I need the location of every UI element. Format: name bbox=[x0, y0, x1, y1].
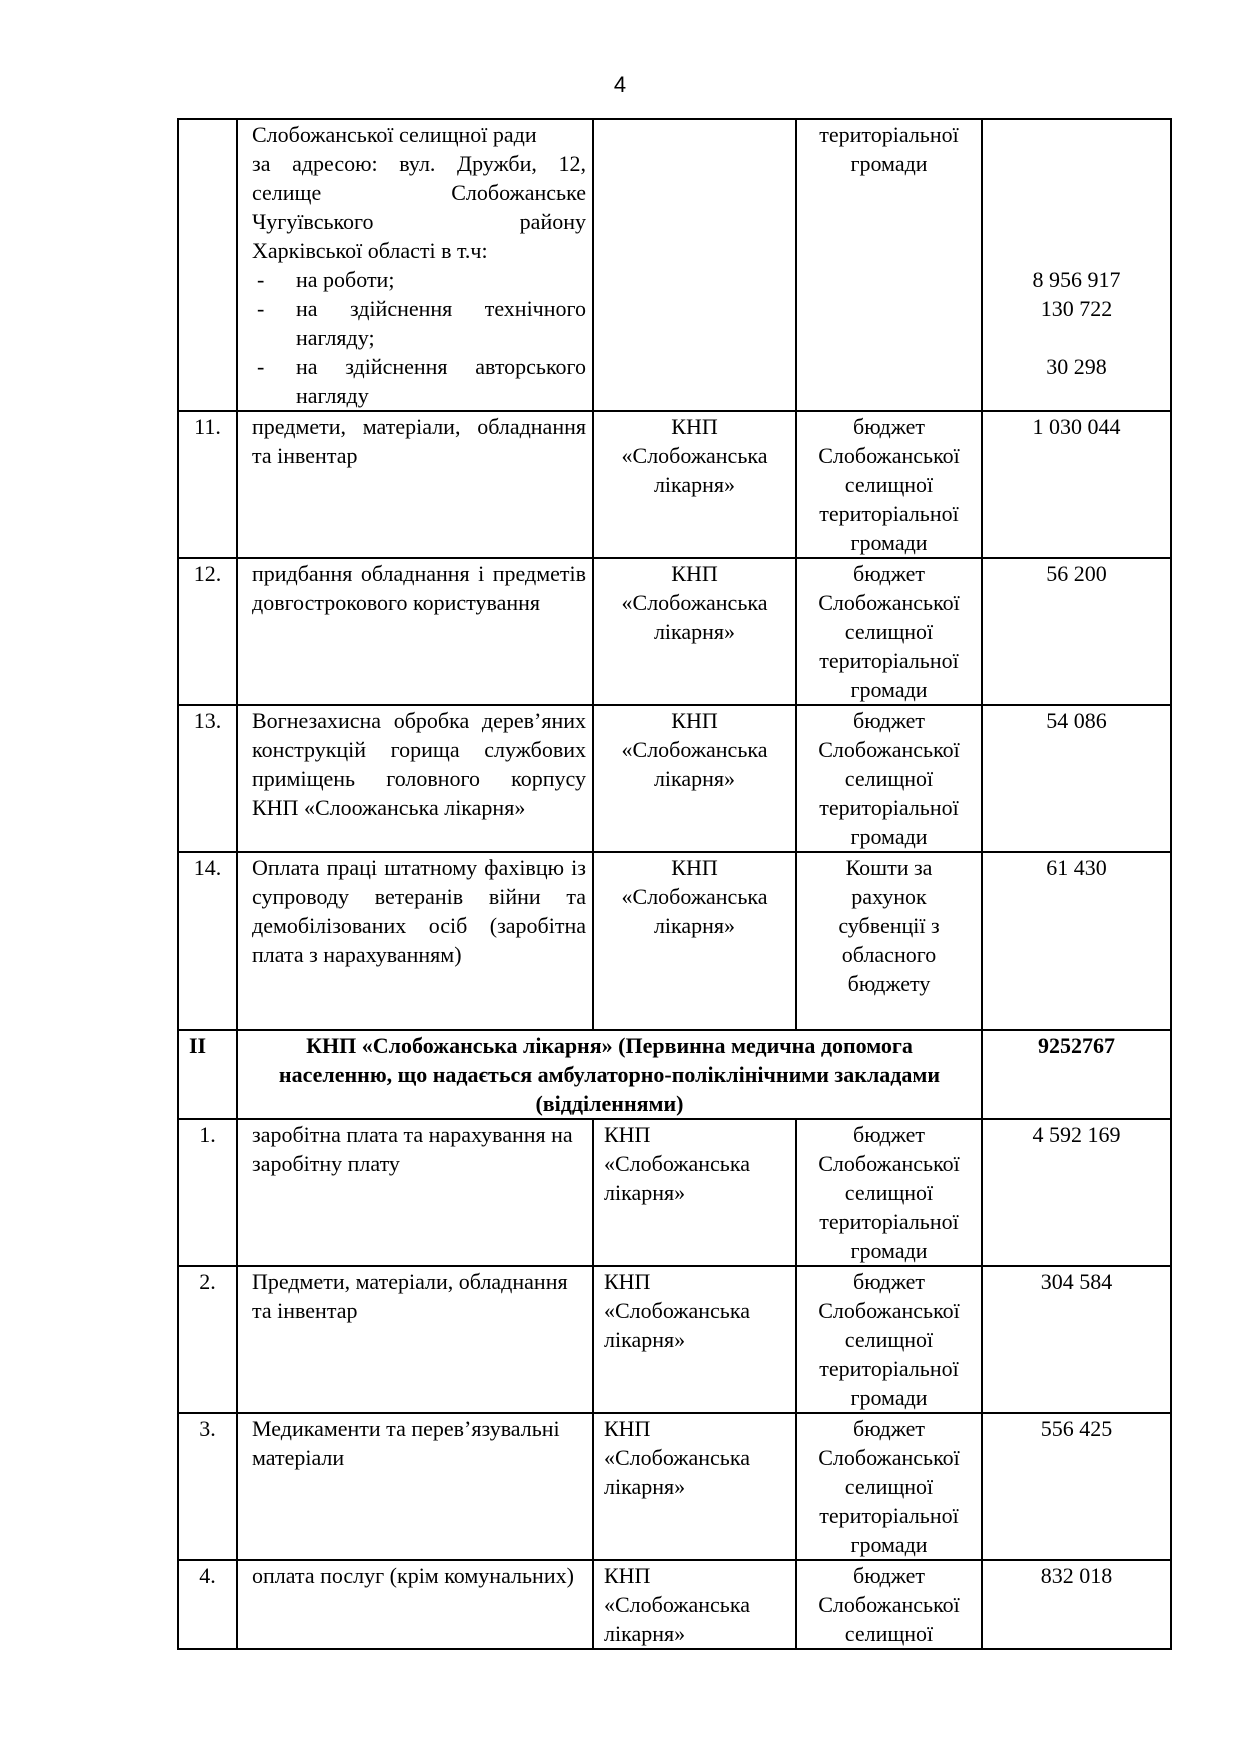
cell-source bbox=[796, 411, 982, 558]
page-number: 4 bbox=[613, 72, 627, 97]
executor-line: лікарня» bbox=[604, 1327, 686, 1352]
cell-source bbox=[796, 119, 982, 411]
cell-description bbox=[237, 119, 593, 411]
cell-executor bbox=[593, 705, 796, 852]
source-line: селищної bbox=[844, 1474, 934, 1499]
source-line: громади bbox=[850, 677, 928, 702]
cell-executor bbox=[593, 1413, 796, 1560]
source-line: бюджет bbox=[853, 414, 925, 439]
cell-description: предмети, матеріали, обладнання та інвентар bbox=[237, 411, 593, 558]
source-line: Кошти за bbox=[845, 855, 933, 880]
source-line: територіальної bbox=[819, 1209, 959, 1234]
cell-source bbox=[796, 1119, 982, 1266]
list-dash: - bbox=[257, 354, 265, 379]
cell-executor bbox=[593, 1266, 796, 1413]
source-line: субвенції з bbox=[838, 913, 940, 938]
cell-amount: 832 018 bbox=[982, 1560, 1171, 1649]
executor-line: «Слобожанська bbox=[621, 884, 768, 909]
source-line: Слобожанської bbox=[818, 1151, 960, 1176]
cell-num bbox=[178, 119, 237, 411]
cell-description: Предмети, матеріали, обладнання та інвентар bbox=[237, 1266, 593, 1413]
executor-line: «Слобожанська bbox=[621, 443, 768, 468]
budget-table bbox=[177, 118, 1172, 1650]
executor-line: КНП bbox=[671, 561, 718, 586]
cell-amount: 4 592 169 bbox=[982, 1119, 1171, 1266]
source-line: селищної bbox=[844, 619, 934, 644]
cell-num: 4. bbox=[178, 1560, 237, 1649]
source-line: Слобожанської bbox=[818, 1298, 960, 1323]
cell-num: 11. bbox=[178, 411, 237, 558]
sub-item bbox=[252, 265, 586, 294]
executor-line: лікарня» bbox=[653, 619, 736, 644]
desc-line: за адресою: вул. Дружби, 12, bbox=[252, 151, 586, 176]
cell-executor bbox=[593, 558, 796, 705]
source-line: бюджет bbox=[853, 1563, 925, 1588]
desc-line: селище Слобожанське bbox=[252, 180, 586, 205]
cell-num: 2. bbox=[178, 1266, 237, 1413]
cell-amount: 61 430 bbox=[982, 852, 1171, 1030]
table-row bbox=[178, 1560, 1171, 1649]
executor-line: лікарня» bbox=[653, 913, 736, 938]
executor-line: лікарня» bbox=[604, 1180, 686, 1205]
cell-executor bbox=[593, 852, 796, 1030]
cell-description: заробітна плата та нарахування на заробітну плату bbox=[237, 1119, 593, 1266]
table-row-continuation bbox=[178, 119, 1171, 411]
cell-executor bbox=[593, 119, 796, 411]
sub-item-list bbox=[252, 265, 586, 410]
source-line: бюджет bbox=[853, 561, 925, 586]
source-line: громади bbox=[850, 1532, 928, 1557]
list-dash: - bbox=[257, 296, 265, 321]
executor-line: лікарня» bbox=[653, 766, 736, 791]
table-row bbox=[178, 705, 1171, 852]
executor-line: КНП bbox=[604, 1563, 651, 1588]
source-line: Слобожанської bbox=[818, 1592, 960, 1617]
sub-item bbox=[252, 294, 586, 352]
cell-amount: 54 086 bbox=[982, 705, 1171, 852]
executor-line: «Слобожанська bbox=[604, 1151, 750, 1176]
source-line: Слобожанської bbox=[818, 443, 960, 468]
cell-amount: 56 200 bbox=[982, 558, 1171, 705]
cell-num: 12. bbox=[178, 558, 237, 705]
executor-line: КНП bbox=[671, 708, 718, 733]
source-line: Слобожанської bbox=[818, 1445, 960, 1470]
cell-description: Оплата праці штатному фахівцю із супроводу ветеранів війни та демобілізованих осіб (заробітна плата з нарахуванням) bbox=[237, 852, 593, 1030]
source-line: рахунок bbox=[851, 884, 927, 909]
source-line: Слобожанської bbox=[818, 590, 960, 615]
sub-item bbox=[252, 352, 586, 410]
source-line: громади bbox=[850, 530, 928, 555]
sub-item-text: на здійснення технічного нагляду; bbox=[296, 296, 586, 350]
desc-line: Чугуївського району bbox=[252, 209, 586, 234]
table-row bbox=[178, 1119, 1171, 1266]
source-line: бюджет bbox=[853, 1416, 925, 1441]
cell-executor bbox=[593, 411, 796, 558]
cell-description: оплата послуг (крім комунальних) bbox=[237, 1560, 593, 1649]
cell-description: Медикаменти та перев’язувальні матеріали bbox=[237, 1413, 593, 1560]
executor-line: КНП bbox=[604, 1416, 651, 1441]
source-line: територіальної bbox=[819, 1503, 959, 1528]
section-number: ІІ bbox=[178, 1030, 237, 1119]
source-line: територіальної bbox=[819, 122, 959, 147]
source-line: селищної bbox=[844, 1180, 934, 1205]
executor-line: КНП bbox=[604, 1269, 651, 1294]
table-row bbox=[178, 411, 1171, 558]
table-row bbox=[178, 558, 1171, 705]
executor-line: «Слобожанська bbox=[604, 1592, 750, 1617]
cell-amount: 1 030 044 bbox=[982, 411, 1171, 558]
executor-line: КНП bbox=[671, 414, 718, 439]
cell-num: 1. bbox=[178, 1119, 237, 1266]
cell-source bbox=[796, 705, 982, 852]
sub-item-text: на роботи; bbox=[296, 267, 395, 292]
executor-line: «Слобожанська bbox=[604, 1298, 750, 1323]
cell-source bbox=[796, 1413, 982, 1560]
amount-tech-supervision: 130 722 bbox=[1040, 296, 1113, 321]
amount-works: 8 956 917 bbox=[1032, 267, 1121, 292]
cell-source bbox=[796, 558, 982, 705]
sub-item-text: на здійснення авторського нагляду bbox=[296, 354, 586, 408]
cell-executor bbox=[593, 1560, 796, 1649]
source-line: Слобожанської bbox=[818, 737, 960, 762]
section-title: КНП «Слобожанська лікарня» (Первинна медична допомога населенню, що надається амбулаторно-поліклінічними закладами (відділеннями) bbox=[237, 1030, 982, 1119]
source-line: громади bbox=[850, 1385, 928, 1410]
executor-line: «Слобожанська bbox=[621, 590, 768, 615]
source-line: селищної bbox=[844, 472, 934, 497]
executor-line: лікарня» bbox=[604, 1474, 686, 1499]
cell-num: 13. bbox=[178, 705, 237, 852]
table-row bbox=[178, 1266, 1171, 1413]
source-line: територіальної bbox=[819, 648, 959, 673]
source-line: селищної bbox=[844, 1621, 934, 1646]
table-row bbox=[178, 1413, 1171, 1560]
desc-line: Слобожанської селищної ради bbox=[252, 122, 537, 147]
cell-description: придбання обладнання і предметів довгострокового користування bbox=[237, 558, 593, 705]
source-line: громади bbox=[850, 151, 928, 176]
source-line: бюджет bbox=[853, 1122, 925, 1147]
executor-line: КНП bbox=[604, 1122, 651, 1147]
cell-amount: 304 584 bbox=[982, 1266, 1171, 1413]
source-line: територіальної bbox=[819, 795, 959, 820]
cell-num: 3. bbox=[178, 1413, 237, 1560]
desc-line: Харківської області в т.ч: bbox=[252, 238, 488, 263]
cell-num: 14. bbox=[178, 852, 237, 1030]
cell-executor bbox=[593, 1119, 796, 1266]
list-dash: - bbox=[257, 267, 265, 292]
source-line: громади bbox=[850, 1238, 928, 1263]
cell-amount: 556 425 bbox=[982, 1413, 1171, 1560]
source-line: обласного bbox=[841, 942, 937, 967]
source-line: бюджет bbox=[853, 1269, 925, 1294]
cell-amount bbox=[982, 119, 1171, 411]
cell-source bbox=[796, 1560, 982, 1649]
source-line: селищної bbox=[844, 766, 934, 791]
cell-source bbox=[796, 1266, 982, 1413]
source-line: територіальної bbox=[819, 501, 959, 526]
source-line: бюджету bbox=[847, 971, 931, 996]
executor-line: КНП bbox=[671, 855, 718, 880]
section-row bbox=[178, 1030, 1171, 1119]
source-line: громади bbox=[850, 824, 928, 849]
executor-line: лікарня» bbox=[653, 472, 736, 497]
cell-source bbox=[796, 852, 982, 1030]
executor-line: «Слобожанська bbox=[621, 737, 768, 762]
table-row bbox=[178, 852, 1171, 1030]
amount-author-supervision: 30 298 bbox=[1046, 354, 1107, 379]
source-line: територіальної bbox=[819, 1356, 959, 1381]
executor-line: лікарня» bbox=[604, 1621, 686, 1646]
executor-line: «Слобожанська bbox=[604, 1445, 750, 1470]
source-line: бюджет bbox=[853, 708, 925, 733]
source-line: селищної bbox=[844, 1327, 934, 1352]
cell-description: Вогнезахисна обробка дерев’яних конструкцій горища службових приміщень головного корпусу КНП «Слоожанська лікарня» bbox=[237, 705, 593, 852]
section-total: 9252767 bbox=[982, 1030, 1171, 1119]
